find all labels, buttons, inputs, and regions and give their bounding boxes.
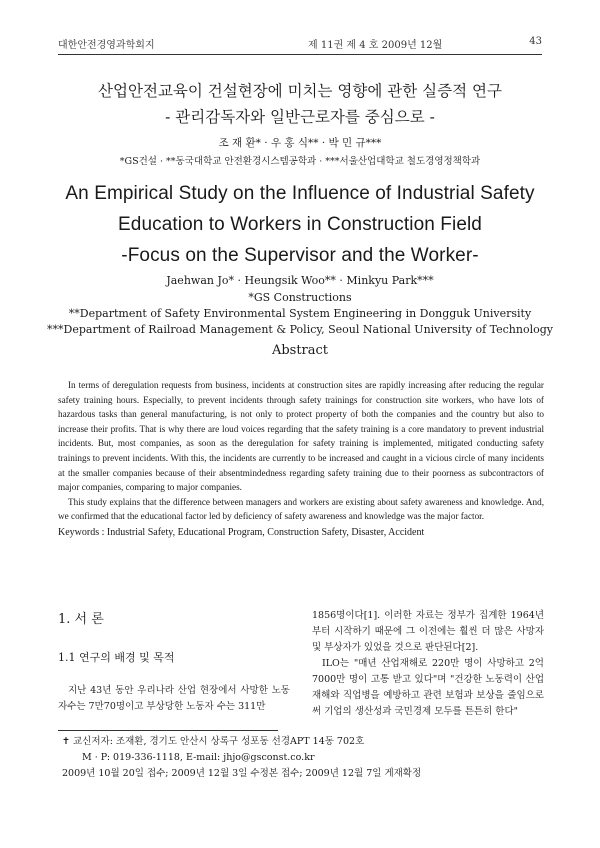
footnote-corresponding-author: ✝ 교신저자: 조재환, 경기도 안산시 상록구 성포동 선경APT 14동 702호 [62, 736, 365, 747]
english-title-line2: Education to Workers in Construction Field [118, 214, 482, 235]
subsection-heading: 1.1 연구의 배경 및 목적 [58, 651, 175, 664]
english-affiliation-2: **Department of Safety Environmental System Engineering in Dongguk University [68, 307, 532, 320]
footnote [62, 734, 421, 782]
body-paragraph-right-2: ILO는 "매년 산업재해로 220만 명이 사망하고 2억 7000만 명이 고통 받고 있다"며 "건강한 노동력이 산업재해와 직업병을 예방하고 관련 보험과 보상을 줄임으로써 기업의 생산성과 국민경제 모두를 튼튼히 한다" [312, 658, 544, 717]
abstract-body [58, 378, 544, 541]
section-heading: 1. 서 론 [58, 612, 104, 627]
english-affiliations [0, 290, 600, 338]
keywords: Keywords : Industrial Safety, Educational Program, Construction Safety, Disaster, Accident [58, 526, 425, 538]
korean-title-block [0, 78, 600, 130]
body-paragraph-right-1: 1856명이다[1]. 이러한 자료는 정부가 집계한 1964년부터 시작하기 때문에 그 이전에는 훨씬 더 많은 사망자 및 부상자가 있었을 것으로 판단된다[2]. [312, 610, 544, 653]
page-number: 43 [529, 36, 542, 47]
issue-info: 제 11권 제 4 호 2009년 12월 [308, 40, 443, 51]
abstract-paragraph-1: In terms of deregulation requests from business, incidents at construction sites are rapidly increasing after reducing the regular safety training hours. Especially, to prevent incidents through safety trainings for construction site workers, who have lots of hazardous tasks than general manufacturing, is not only to protect property of both the companies and the country but also to increase their profits. That is why there are loud voices regarding that the safety training is a core mandatory to prevent industrial incidents. But, most companies, as soon as the deregulation for safety training is implemented, mitigated conducting safety trainings to prevent incidents. With this, the incidents are currently to be increased and caught in a vicious circle of many incidents at the smaller companies because of their absentmindedness regarding safety training due to their poorness as subcontractors of major companies, comparing to major companies. [58, 380, 544, 493]
footnote-dates: 2009년 10월 20일 접수; 2009년 12월 3일 수정본 접수; 2009년 12월 7일 게재확정 [62, 768, 422, 779]
footnote-divider [58, 730, 278, 731]
footnote-contact: M · P: 019-336-1118, E-mail: jhjo@gsconst.co.kr [82, 752, 315, 763]
english-affiliation-1: *GS Constructions [248, 291, 352, 304]
body-right-column [312, 608, 544, 720]
korean-title: 산업안전교육이 건설현장에 미치는 영향에 관한 실증적 연구 [98, 82, 502, 100]
journal-name: 대한안전경영과학회지 [58, 40, 155, 51]
korean-authors: 조 재 환* · 우 홍 식** · 박 민 규*** [218, 137, 382, 149]
english-authors: Jaehwan Jo* · Heungsik Woo** · Minkyu Park*** [166, 274, 434, 287]
korean-subtitle: - 관리감독자와 일반근로자를 중심으로 - [165, 108, 435, 126]
body-left-column [58, 608, 290, 715]
abstract-paragraph-2: This study explains that the difference between managers and workers are existing about safety awareness and knowledge. And, we confirmed that the educational factor led by deficiency of safety awareness and knowledge was the major factor. [58, 496, 544, 522]
korean-affiliations: *GS건설 · **동국대학교 안전환경시스템공학과 · ***서울산업대학교 철도경영정책학과 [119, 156, 481, 167]
english-affiliation-3: ***Department of Railroad Management & Policy, Seoul National University of Technology [47, 323, 553, 336]
english-title-line3: -Focus on the Supervisor and the Worker- [121, 245, 479, 266]
abstract-heading: Abstract [271, 343, 329, 358]
body-paragraph-left: 지난 43년 동안 우리나라 산업 현장에서 사망한 노동자수는 7만70명이고 부상당한 노동자 수는 311만 [58, 685, 290, 712]
english-title-block [0, 178, 600, 271]
running-header [58, 36, 542, 55]
english-title-line1: An Empirical Study on the Influence of Industrial Safety [65, 183, 535, 204]
